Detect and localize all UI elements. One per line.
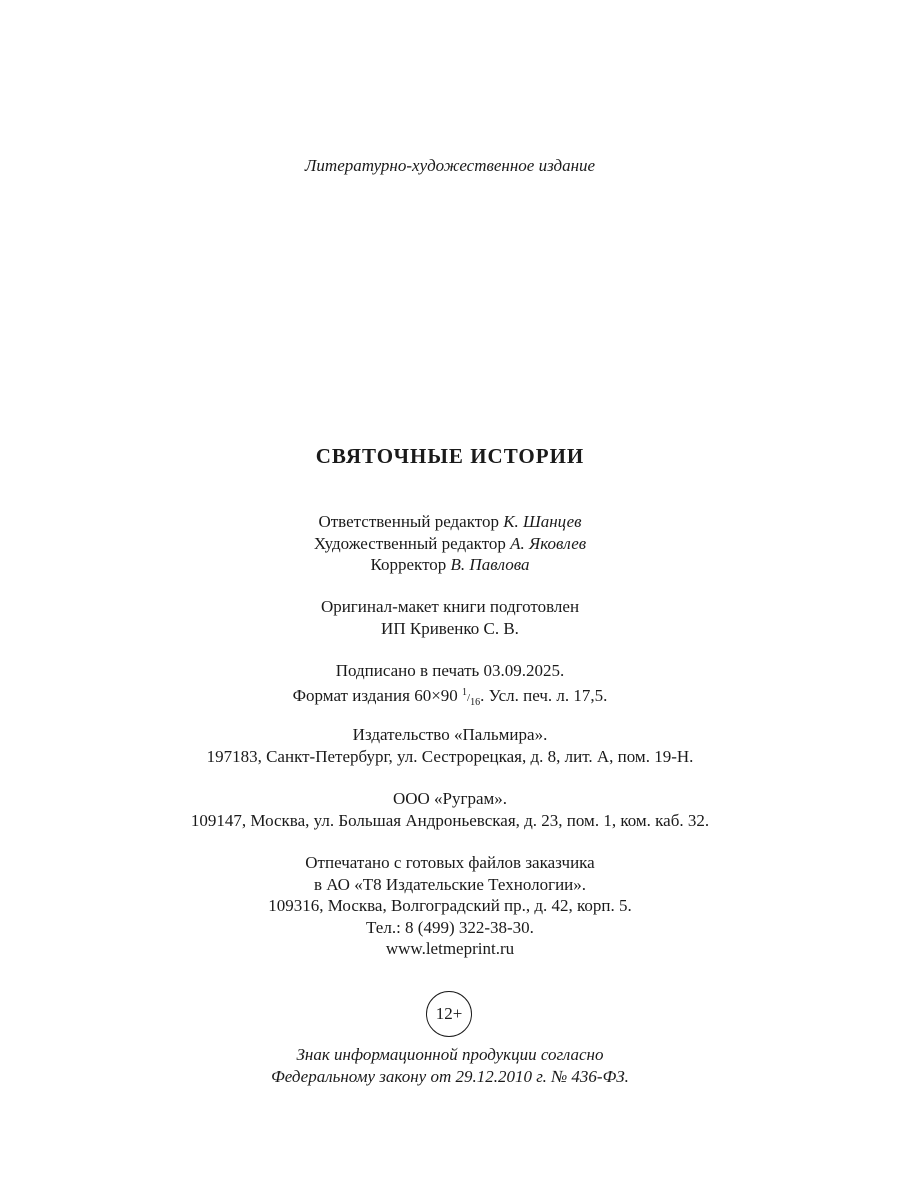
format-suffix: . Усл. печ. л. 17,5. bbox=[480, 685, 608, 705]
format-line bbox=[0, 682, 900, 714]
signed-for-print: Подписано в печать 03.09.2025. bbox=[335, 661, 565, 680]
edition-type: Литературно-художественное издание bbox=[304, 156, 596, 175]
publisher-block bbox=[0, 724, 900, 767]
printer-block bbox=[0, 852, 900, 960]
format-fraction: $^1/_{16}$ bbox=[462, 686, 481, 708]
company-address: 109147, Москва, ул. Большая Андроньевская, д. 23, пом. 1, ком. каб. 32. bbox=[190, 810, 710, 830]
printer-website: www.letmeprint.ru bbox=[385, 939, 515, 958]
printer-address: 109316, Москва, Волгоградский пр., д. 42, корп. 5. bbox=[268, 896, 632, 915]
printer-line2: в АО «Т8 Издательские Технологии». bbox=[313, 874, 587, 894]
layout-credit-line1: Оригинал-макет книги подготовлен bbox=[320, 597, 580, 616]
printer-line1: Отпечатано с готовых файлов заказчика bbox=[305, 853, 595, 872]
format-prefix: Формат издания 60×90 bbox=[292, 685, 458, 705]
format-denominator: 16 bbox=[470, 696, 481, 708]
book-title: СВЯТОЧНЫЕ ИСТОРИИ bbox=[315, 444, 585, 468]
editor-name: К. Шанцев bbox=[503, 512, 582, 531]
format-numerator: 1 bbox=[462, 686, 468, 698]
proofreader-role: Корректор bbox=[370, 555, 447, 574]
company-name: ООО «Руграм». bbox=[392, 789, 508, 808]
layout-credit-line2: ИП Кривенко С. В. bbox=[381, 618, 519, 638]
layout-credit-block bbox=[0, 596, 900, 639]
notice-line1: Знак информационной продукции согласно bbox=[296, 1045, 604, 1064]
publisher-name: Издательство «Пальмира». bbox=[352, 725, 548, 744]
credits-block bbox=[0, 511, 900, 576]
publisher-address: 197183, Санкт-Петербург, ул. Сестрорецкая, д. 8, лит. А, пом. 19-Н. bbox=[206, 746, 694, 766]
notice-line2: Федеральному закону от 29.12.2010 г. № 436-ФЗ. bbox=[271, 1066, 629, 1086]
proofreader-line bbox=[0, 554, 900, 576]
age-rating-badge bbox=[426, 991, 472, 1037]
proofreader-name: В. Павлова bbox=[450, 555, 530, 574]
art-editor-line bbox=[0, 533, 900, 555]
art-editor-name: А. Яковлев bbox=[510, 533, 587, 553]
editor-role: Ответственный редактор bbox=[318, 512, 499, 531]
editor-line bbox=[0, 511, 900, 533]
printer-phone: Тел.: 8 (499) 322-38-30. bbox=[366, 917, 534, 937]
information-notice bbox=[0, 1044, 900, 1087]
print-info-block bbox=[0, 660, 900, 713]
age-rating-label: 12+ bbox=[435, 1004, 463, 1023]
company-block bbox=[0, 788, 900, 831]
art-editor-role: Художественный редактор bbox=[313, 533, 506, 553]
